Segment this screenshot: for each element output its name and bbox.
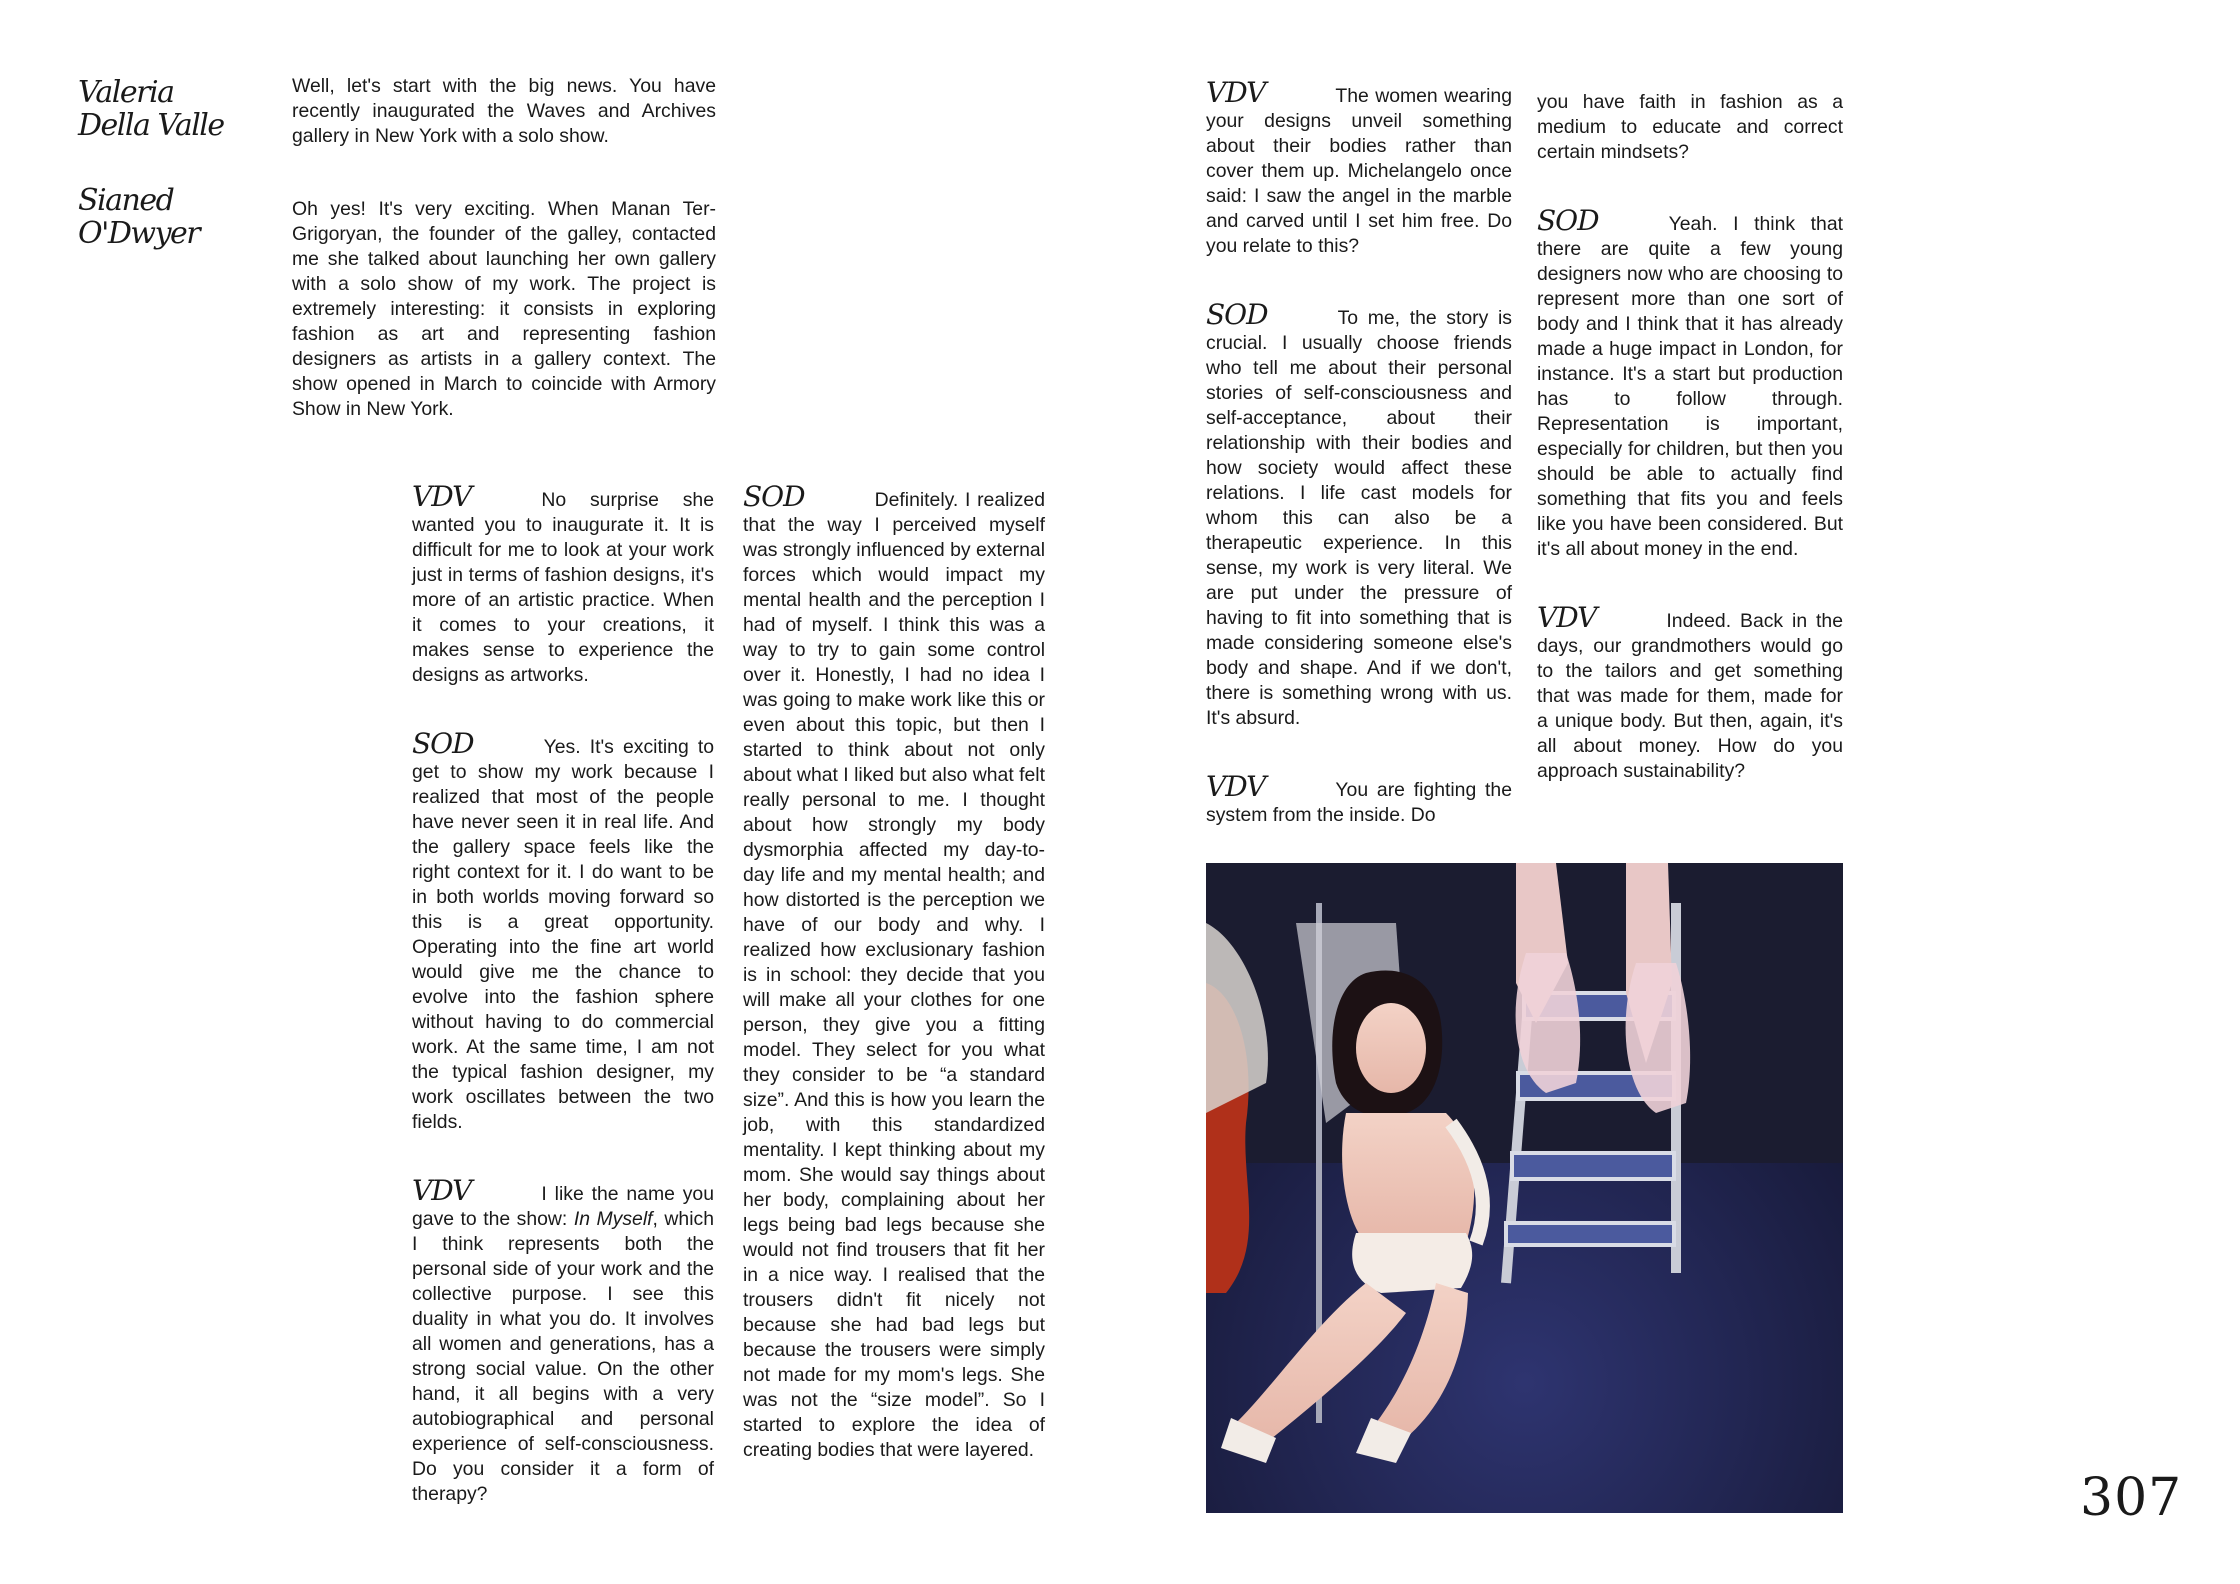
question-text: Indeed. Back in the days, our grandmothers would go to the tailors and get something that was made for them, made for a unique body. But then, again, it's all about money. How do you approach sustainability? — [1537, 610, 1843, 782]
answer-text: Yeah. I think that there are quite a few young designers now who are choosing to represent more than one sort of body and I think that it has already made a huge impact in London, for instance. It's a start but production has to follow through. Representation is important, especially for children, but then you should be able to actually find something that fits you and feels like you have been considered. But it's all about money in the end. — [1537, 213, 1843, 560]
question-paragraph — [1537, 601, 1843, 784]
intro-column — [292, 74, 716, 422]
page-number: 307 — [2080, 1468, 2183, 1528]
question-text: The women wearing your designs unveil something about their bodies rather than cover them up. Michelangelo once said: I saw the angel in the marble and carved until I set him free. Do you relate to this? — [1206, 85, 1512, 257]
speaker-tag-sod: SOD — [743, 480, 805, 513]
answer-paragraph: Oh yes! It's very exciting. When Manan Ter-Grigoryan, the founder of the galley, contacted me she talked about launching her own gallery with a solo show of my work. The project is extremely interesting: it consists in exploring fashion as art and representing fashion designers as artists in a gallery context. The show opened in March to coincide with Armory Show in New York. — [292, 198, 716, 420]
speaker-tag-sod: SOD — [412, 727, 474, 760]
answer-paragraph — [1537, 204, 1843, 562]
text-column-1 — [412, 480, 714, 1507]
speaker-tag-vdv: VDV — [412, 480, 472, 513]
photo-illustration — [1206, 863, 1843, 1513]
question-paragraph — [412, 1174, 714, 1507]
question-text: No surprise she wanted you to inaugurate it. It is difficult for me to look at your work just in terms of fashion designs, it's more of an artistic practice. When it comes to your creations, it makes sense to experience the designs as artworks. — [412, 489, 714, 686]
text-column-2 — [743, 480, 1045, 1463]
question-paragraph — [1206, 76, 1512, 259]
answer-paragraph — [1206, 298, 1512, 731]
speaker-tag-sod: SOD — [1537, 204, 1599, 237]
answer-paragraph — [412, 727, 714, 1135]
editorial-photograph — [1206, 863, 1843, 1513]
question-text-start: I like the name you gave to the show: — [412, 1183, 714, 1230]
speaker-tag-sod: SOD — [1206, 298, 1268, 331]
question-text-end: , which I think represents both the personal side of your work and the collective purpose. I see this duality in what you do. It involves all women and generations, has a strong social value. On the other hand, it all begins with a very autobiographical and personal experience of self-consciousness. Do you consider it a form of therapy? — [412, 1208, 714, 1505]
show-title: In Myself — [573, 1208, 653, 1230]
answer-paragraph — [743, 480, 1045, 1463]
speaker-tag-vdv: VDV — [1206, 770, 1266, 803]
text-column-3 — [1206, 76, 1512, 828]
interviewer-name: Valeria Della Valle — [78, 75, 224, 143]
question-text: You are fighting the system from the inside. Do — [1206, 779, 1512, 826]
question-paragraph — [1206, 770, 1512, 828]
text-column-4 — [1537, 90, 1843, 784]
answer-text: Definitely. I realized that the way I perceived myself was strongly influenced by external forces which would impact my mental health and the perception I had of myself. I think this was a way to try to gain some control over it. Honestly, I had no idea I was going to make work like this or even about this topic, but then I started to think about not only about what I liked but also what felt really personal to me. I thought about how strongly my body dysmorphia affected my day-to-day life and my mental health; and how distorted is the perception we have of our body and why. I realized how exclusionary fashion is in school: they decide that you will make all your clothes for one person, they give you a fitting model. They select for you what they consider to be “a standard size”. And this is how you learn the job, with this standardized mentality. I kept thinking about my mom. She would say things about her body, complaining about her legs being bad legs because she would not find trousers that fit her in a nice way. I realised that the trousers didn't fit nicely not because she had bad legs but because the trousers were simply not made for my mom's legs. She was not the “size model”. So I started to explore the idea of creating bodies that were layered. — [743, 489, 1045, 1461]
question-paragraph — [412, 480, 714, 688]
speaker-names — [78, 76, 248, 250]
speaker-tag-vdv: VDV — [412, 1174, 472, 1207]
answer-text: To me, the story is crucial. I usually choose friends who tell me about their personal stories of self-consciousness and self-acceptance, about their relationship with their bodies and how society would affect these relations. I life cast models for whom this can also be a therapeutic experience. In this sense, my work is very literal. We are put under the pressure of having to fit into something that is made considering someone else's body and shape. And if we don't, there is something wrong with us. It's absurd. — [1206, 307, 1512, 729]
question-paragraph: Well, let's start with the big news. You have recently inaugurated the Waves and Archives gallery in New York with a solo show. — [292, 75, 716, 147]
answer-text: Yes. It's exciting to get to show my work because I realized that most of the people have never seen it in real life. And the gallery space feels like the right context for it. I do want to be in both worlds moving forward so this is a great opportunity. Operating into the fine art world would give me the chance to evolve into the fashion sphere without having to do commercial work. At the same time, I am not the typical fashion designer, my work oscillates between the two fields. — [412, 736, 714, 1133]
speaker-tag-vdv: VDV — [1206, 76, 1266, 109]
question-continuation: you have faith in fashion as a medium to educate and correct certain mindsets? — [1537, 91, 1843, 163]
speaker-tag-vdv: VDV — [1537, 601, 1597, 634]
interviewee-name: Sianed O'Dwyer — [78, 183, 200, 251]
